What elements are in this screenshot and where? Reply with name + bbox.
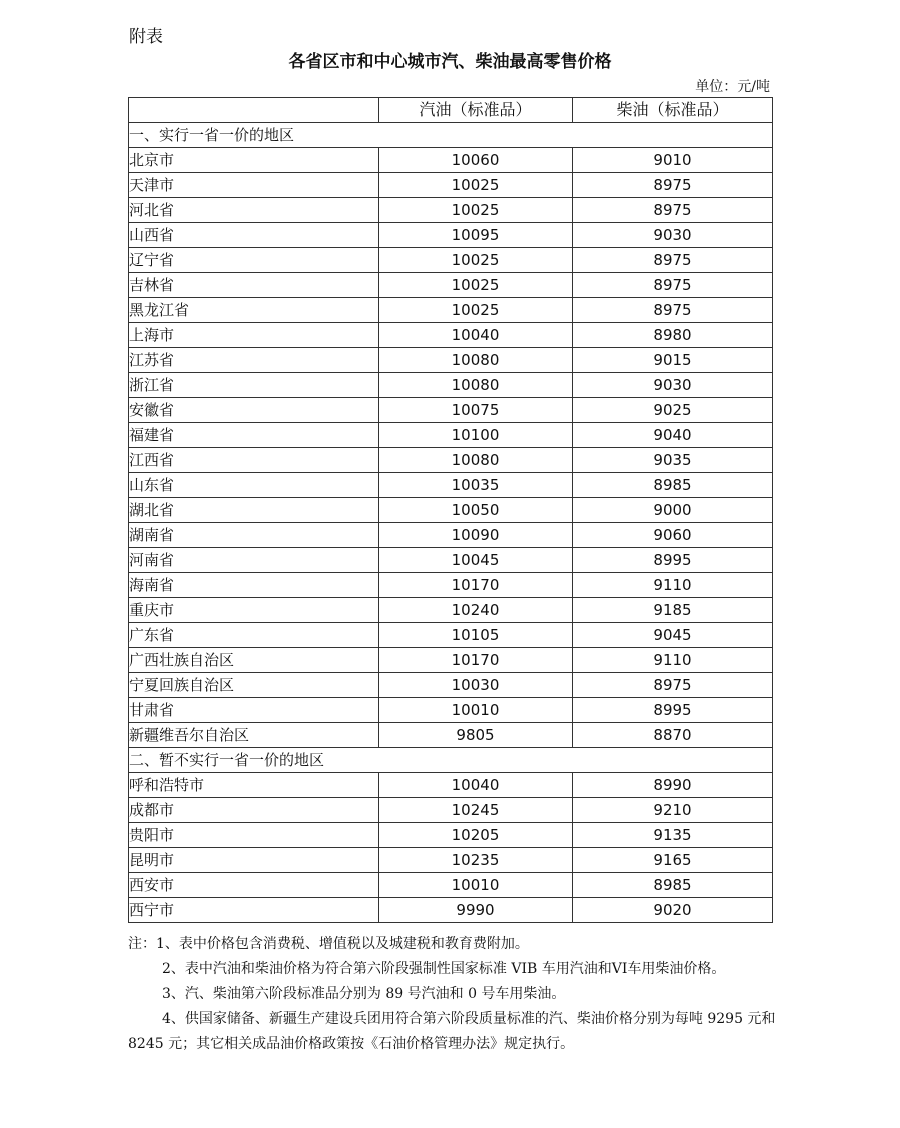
section-title: 二、暂不实行一省一价的地区 [129,748,773,773]
region-cell: 广东省 [129,623,379,648]
gasoline-price-cell: 10205 [379,823,573,848]
note-2: 2、表中汽油和柴油价格为符合第六阶段强制性国家标准 VIB 车用汽油和VI车用柴油价格。 [162,961,726,977]
region-cell: 安徽省 [129,398,379,423]
table-row [129,673,773,698]
region-cell: 山西省 [129,223,379,248]
region-cell: 西安市 [129,873,379,898]
table-row [129,548,773,573]
region-cell: 贵阳市 [129,823,379,848]
table-row [129,423,773,448]
region-cell: 宁夏回族自治区 [129,673,379,698]
table-row [129,198,773,223]
diesel-price-cell: 8975 [573,273,773,298]
gasoline-price-cell: 10050 [379,498,573,523]
table-row [129,373,773,398]
table-row [129,273,773,298]
gasoline-price-cell: 10095 [379,223,573,248]
region-cell: 河南省 [129,548,379,573]
diesel-price-cell: 9015 [573,348,773,373]
gasoline-price-cell: 10240 [379,598,573,623]
gasoline-price-cell: 10025 [379,198,573,223]
diesel-price-cell: 9035 [573,448,773,473]
diesel-price-cell: 9110 [573,573,773,598]
header-gasoline: 汽油（标准品） [379,98,573,123]
gasoline-price-cell: 10035 [379,473,573,498]
gasoline-price-cell: 10080 [379,373,573,398]
region-cell: 新疆维吾尔自治区 [129,723,379,748]
region-cell: 昆明市 [129,848,379,873]
table-row [129,723,773,748]
region-cell: 甘肃省 [129,698,379,723]
table-row [129,323,773,348]
table-row [129,648,773,673]
gasoline-price-cell: 10245 [379,798,573,823]
table-row [129,448,773,473]
diesel-price-cell: 9000 [573,498,773,523]
gasoline-price-cell: 10025 [379,173,573,198]
region-cell: 吉林省 [129,273,379,298]
gasoline-price-cell: 10010 [379,873,573,898]
diesel-price-cell: 9135 [573,823,773,848]
table-row [129,473,773,498]
table-row [129,623,773,648]
diesel-price-cell: 8975 [573,673,773,698]
diesel-price-cell: 8995 [573,698,773,723]
header-region [129,98,379,123]
region-cell: 呼和浩特市 [129,773,379,798]
gasoline-price-cell: 10080 [379,348,573,373]
region-cell: 上海市 [129,323,379,348]
region-cell: 黑龙江省 [129,298,379,323]
gasoline-price-cell: 10235 [379,848,573,873]
diesel-price-cell: 8985 [573,473,773,498]
gasoline-price-cell: 10010 [379,698,573,723]
section-row [129,748,773,773]
header-diesel: 柴油（标准品） [573,98,773,123]
gasoline-price-cell: 10080 [379,448,573,473]
diesel-price-cell: 8980 [573,323,773,348]
region-cell: 山东省 [129,473,379,498]
table-row [129,398,773,423]
table-row [129,798,773,823]
table-body [129,123,773,923]
section-title: 一、实行一省一价的地区 [129,123,773,148]
table-row [129,298,773,323]
diesel-price-cell: 9020 [573,898,773,923]
region-cell: 重庆市 [129,598,379,623]
diesel-price-cell: 9060 [573,523,773,548]
diesel-price-cell: 8870 [573,723,773,748]
diesel-price-cell: 9045 [573,623,773,648]
table-row [129,348,773,373]
table-header-row [129,98,773,123]
diesel-price-cell: 9010 [573,148,773,173]
table-row [129,523,773,548]
note-1: 注：1、表中价格包含消费税、增值税以及城建税和教育费附加。 [128,936,529,952]
diesel-price-cell: 9030 [573,223,773,248]
table-row [129,248,773,273]
document-title: 各省区市和中心城市汽、柴油最高零售价格 [288,52,612,72]
diesel-price-cell: 8975 [573,198,773,223]
region-cell: 北京市 [129,148,379,173]
gasoline-price-cell: 10045 [379,548,573,573]
table-row [129,148,773,173]
table-row [129,698,773,723]
diesel-price-cell: 8975 [573,248,773,273]
gasoline-price-cell: 10060 [379,148,573,173]
diesel-price-cell: 9025 [573,398,773,423]
region-cell: 河北省 [129,198,379,223]
region-cell: 天津市 [129,173,379,198]
region-cell: 辽宁省 [129,248,379,273]
diesel-price-cell: 8990 [573,773,773,798]
region-cell: 浙江省 [129,373,379,398]
table-row [129,898,773,923]
table-row [129,873,773,898]
table-row [129,173,773,198]
gasoline-price-cell: 10075 [379,398,573,423]
gasoline-price-cell: 10040 [379,323,573,348]
diesel-price-cell: 8985 [573,873,773,898]
table-row [129,573,773,598]
region-cell: 江西省 [129,448,379,473]
diesel-price-cell: 9210 [573,798,773,823]
gasoline-price-cell: 10025 [379,248,573,273]
region-cell: 福建省 [129,423,379,448]
diesel-price-cell: 8975 [573,298,773,323]
price-table [128,97,773,923]
table-row [129,823,773,848]
note-3: 3、汽、柴油第六阶段标准品分别为 89 号汽油和 0 号车用柴油。 [162,986,566,1002]
region-cell: 西宁市 [129,898,379,923]
region-cell: 湖南省 [129,523,379,548]
gasoline-price-cell: 10100 [379,423,573,448]
region-cell: 广西壮族自治区 [129,648,379,673]
region-cell: 海南省 [129,573,379,598]
diesel-price-cell: 9030 [573,373,773,398]
gasoline-price-cell: 9990 [379,898,573,923]
diesel-price-cell: 8995 [573,548,773,573]
diesel-price-cell: 9110 [573,648,773,673]
table-row [129,223,773,248]
attachment-label: 附表 [129,27,163,47]
region-cell: 江苏省 [129,348,379,373]
gasoline-price-cell: 10170 [379,648,573,673]
unit-label: 单位：元/吨 [695,79,770,95]
region-cell: 湖北省 [129,498,379,523]
gasoline-price-cell: 10025 [379,298,573,323]
note-4: 4、供国家储备、新疆生产建设兵团用符合第六阶段质量标准的汽、柴油价格分别为每吨 9295 元和 8245 元；其它相关成品油价格政策按《石油价格管理办法》规定执行。 [128,1011,776,1052]
diesel-price-cell: 8975 [573,173,773,198]
gasoline-price-cell: 10025 [379,273,573,298]
diesel-price-cell: 9040 [573,423,773,448]
diesel-price-cell: 9185 [573,598,773,623]
diesel-price-cell: 9165 [573,848,773,873]
gasoline-price-cell: 10040 [379,773,573,798]
gasoline-price-cell: 9805 [379,723,573,748]
table-row [129,498,773,523]
section-row [129,123,773,148]
table-row [129,598,773,623]
notes [128,932,778,1057]
table-row [129,848,773,873]
gasoline-price-cell: 10030 [379,673,573,698]
gasoline-price-cell: 10090 [379,523,573,548]
table-row [129,773,773,798]
gasoline-price-cell: 10170 [379,573,573,598]
region-cell: 成都市 [129,798,379,823]
gasoline-price-cell: 10105 [379,623,573,648]
